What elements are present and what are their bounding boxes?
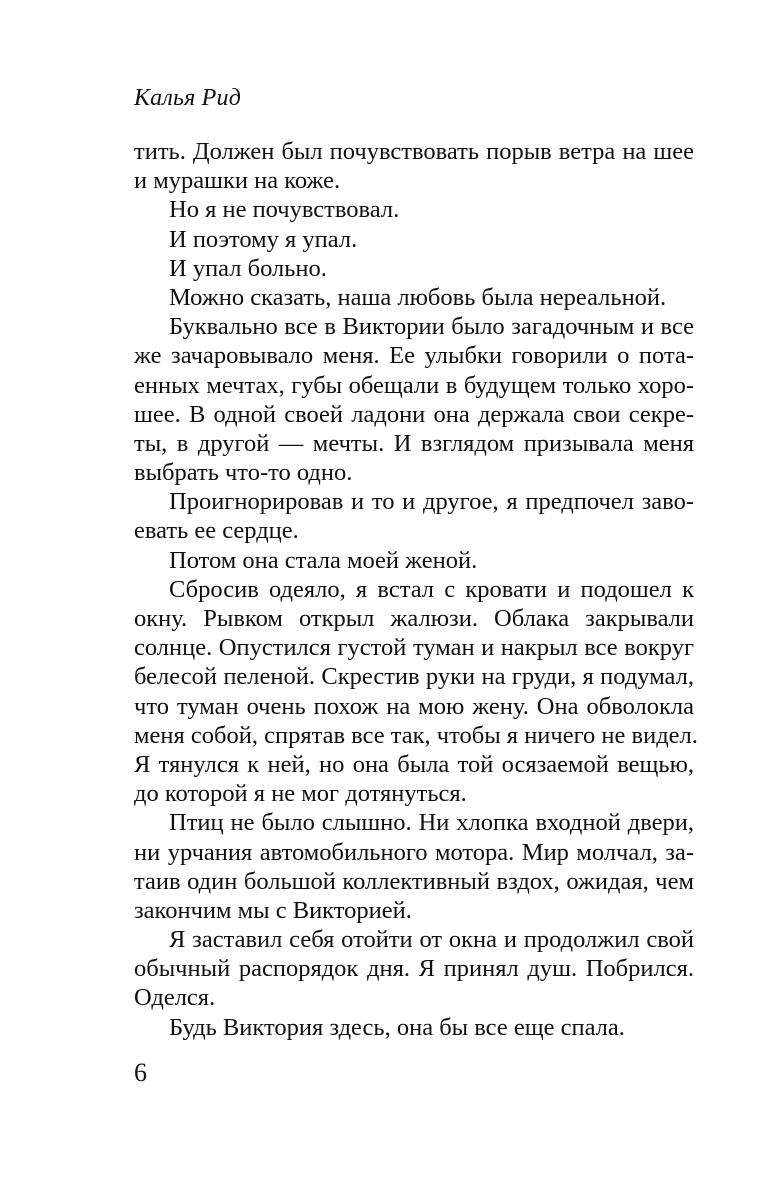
text-line: тить. Должен был почувствовать порыв ветра на шее — [134, 138, 694, 165]
text-line: ты, в другой — мечты. И взглядом призывала меня — [134, 429, 694, 457]
text-line: Будь Виктория здесь, она бы все еще спала. — [169, 1013, 625, 1041]
text-line: что туман очень похож на мою жену. Она обволокла — [134, 692, 694, 720]
text-line: енных мечтах, губы обещали в будущем только хоро- — [134, 371, 694, 399]
text-line: таив один большой коллективный вздох, ожидая, чем — [134, 867, 694, 895]
text-line: же зачаровывало меня. Ее улыбки говорили о пота- — [134, 342, 694, 370]
text-line: И поэтому я упал. — [169, 225, 358, 253]
text-line: выбрать что-то одно. — [134, 459, 353, 487]
text-line: окну. Рывком открыл жалюзи. Облака закрывали — [134, 605, 694, 632]
text-line: И упал больно. — [169, 254, 327, 282]
body-text — [134, 137, 698, 1042]
text-line: белесой пеленой. Скрестив руки на груди, я подумал, — [134, 663, 694, 691]
text-line: Потом она стала моей женой. — [169, 546, 478, 574]
text-line: Буквально все в Виктории было загадочным и все — [169, 313, 694, 341]
text-line: Я заставил себя отойти от окна и продолжил свой — [169, 926, 694, 954]
text-line: закончим мы с Викторией. — [134, 896, 412, 924]
text-line: и мурашки на коже. — [134, 167, 341, 195]
text-line: Оделся. — [134, 984, 216, 1012]
text-line: обычный распорядок дня. Я принял душ. Побрился. — [134, 955, 694, 983]
text-line: Проигнорировав и то и другое, я предпочел заво- — [169, 488, 694, 516]
text-line: солнце. Опустился густой туман и накрыл все вокруг — [134, 634, 694, 662]
text-line: Можно сказать, наша любовь была нереальной. — [169, 283, 667, 311]
text-line: меня собой, спрятав все так, чтобы я ничего не видел. — [134, 721, 698, 749]
text-line: Птиц не было слышно. Ни хлопка входной двери, — [169, 809, 694, 837]
text-line: Сбросив одеяло, я встал с кровати и подошел к — [169, 575, 694, 603]
text-line: шее. В одной своей ладони она держала свои секре- — [134, 400, 694, 428]
page-number: 6 — [134, 1058, 147, 1087]
text-line: Но я не почувствовал. — [169, 196, 400, 224]
text-line: до которой я не мог дотянуться. — [134, 780, 467, 808]
running-head-author: Калья Рид — [134, 85, 242, 111]
text-line: ни урчания автомобильного мотора. Мир молчал, за- — [134, 838, 694, 866]
text-line: евать ее сердце. — [134, 517, 299, 545]
text-line: Я тянулся к ней, но она была той осязаемой вещью, — [134, 750, 694, 778]
